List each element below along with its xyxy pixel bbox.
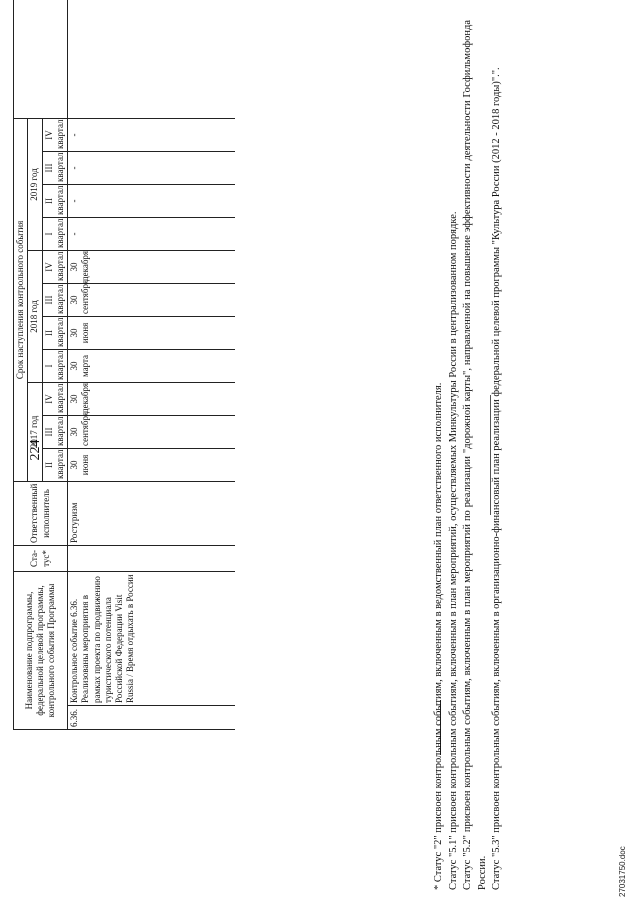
header-blank [14, 0, 68, 118]
header-2018-q2: II квартал [42, 316, 68, 349]
header-2017-q3: III квартал [42, 415, 68, 448]
header-2019-q2: II квартал [42, 184, 68, 217]
cell-2019-q4: - [68, 118, 236, 151]
header-responsible: Ответственный исполнитель [14, 481, 68, 545]
header-2018-q1: I квартал [42, 349, 68, 382]
footnote-status-2: * Статус "2" присвоен контрольным событиям, включенным в ведомственный план ответственного исполнителя. [433, 382, 444, 890]
header-2019-q1: I квартал [42, 217, 68, 250]
header-2018-q3: III квартал [42, 283, 68, 316]
cell-2018-q3: 30 сентября [68, 283, 236, 316]
control-events-table [13, 0, 235, 730]
header-2019-q4: IV квартал [42, 118, 68, 151]
footnote-status-5-3: Статус "5.3" присвоен контрольным событиям, включенным в организационно-финансовый план реализации федеральной целевой программы "Культура России (2012 - 2018 годы)".". [491, 67, 502, 890]
header-year-2019: 2019 год [28, 118, 42, 250]
header-2017-q4: IV квартал [42, 382, 68, 415]
header-year-2017: 2017 год [28, 382, 42, 481]
footnote-status-5-2: Статус "5.2" присвоен контрольным событиям, включенным в план мероприятий по реализации "дорожной карты", направленной на повышение эффективности деятельности Госфильмофонда России. [462, 20, 488, 890]
header-year-2018: 2018 год [28, 250, 42, 382]
header-status: Ста- тус* [14, 545, 68, 571]
footnotes [432, 20, 505, 890]
row-number: 6.36. [68, 706, 236, 730]
row-event-name: Контрольное событие 6.36. Реализованы мероприятия в рамках проекта по продвижению туристического потенциала Российской Федерации Visit Russia / Время отдыхать в России [68, 571, 236, 705]
page-number: 224 [28, 439, 43, 461]
header-name: Наименование подпрограммы, федеральной целевой программы, контрольного события Программы [14, 571, 68, 729]
cell-2017-q4: 30 декабря [68, 382, 236, 415]
cell-2018-q1: 30 марта [68, 349, 236, 382]
cell-2018-q2: 30 июня [68, 316, 236, 349]
cell-2019-q3: - [68, 151, 236, 184]
cell-blank [68, 0, 236, 118]
cell-2019-q2: - [68, 184, 236, 217]
cell-2017-q2: 30 июня [68, 448, 236, 481]
cell-2018-q4: 30 декабря [68, 250, 236, 283]
header-2018-q4: IV квартал [42, 250, 68, 283]
cell-2019-q1: - [68, 217, 236, 250]
table-row [68, 0, 236, 730]
header-2017-q2: II квартал [42, 448, 68, 481]
footnote-status-5-1: Статус "5.1" присвоен контрольным событиям, включенным в план мероприятий, осуществляемых Минкультуры России в централизованном порядке. [447, 211, 459, 890]
row-responsible: Ростуризм [68, 481, 236, 545]
cell-2017-q3: 30 сентября [68, 415, 236, 448]
header-2019-q3: III квартал [42, 151, 68, 184]
document-filename: 27031750.doc [618, 846, 627, 897]
header-timing: Срок наступления контрольного события [14, 118, 28, 481]
row-status [68, 545, 236, 571]
